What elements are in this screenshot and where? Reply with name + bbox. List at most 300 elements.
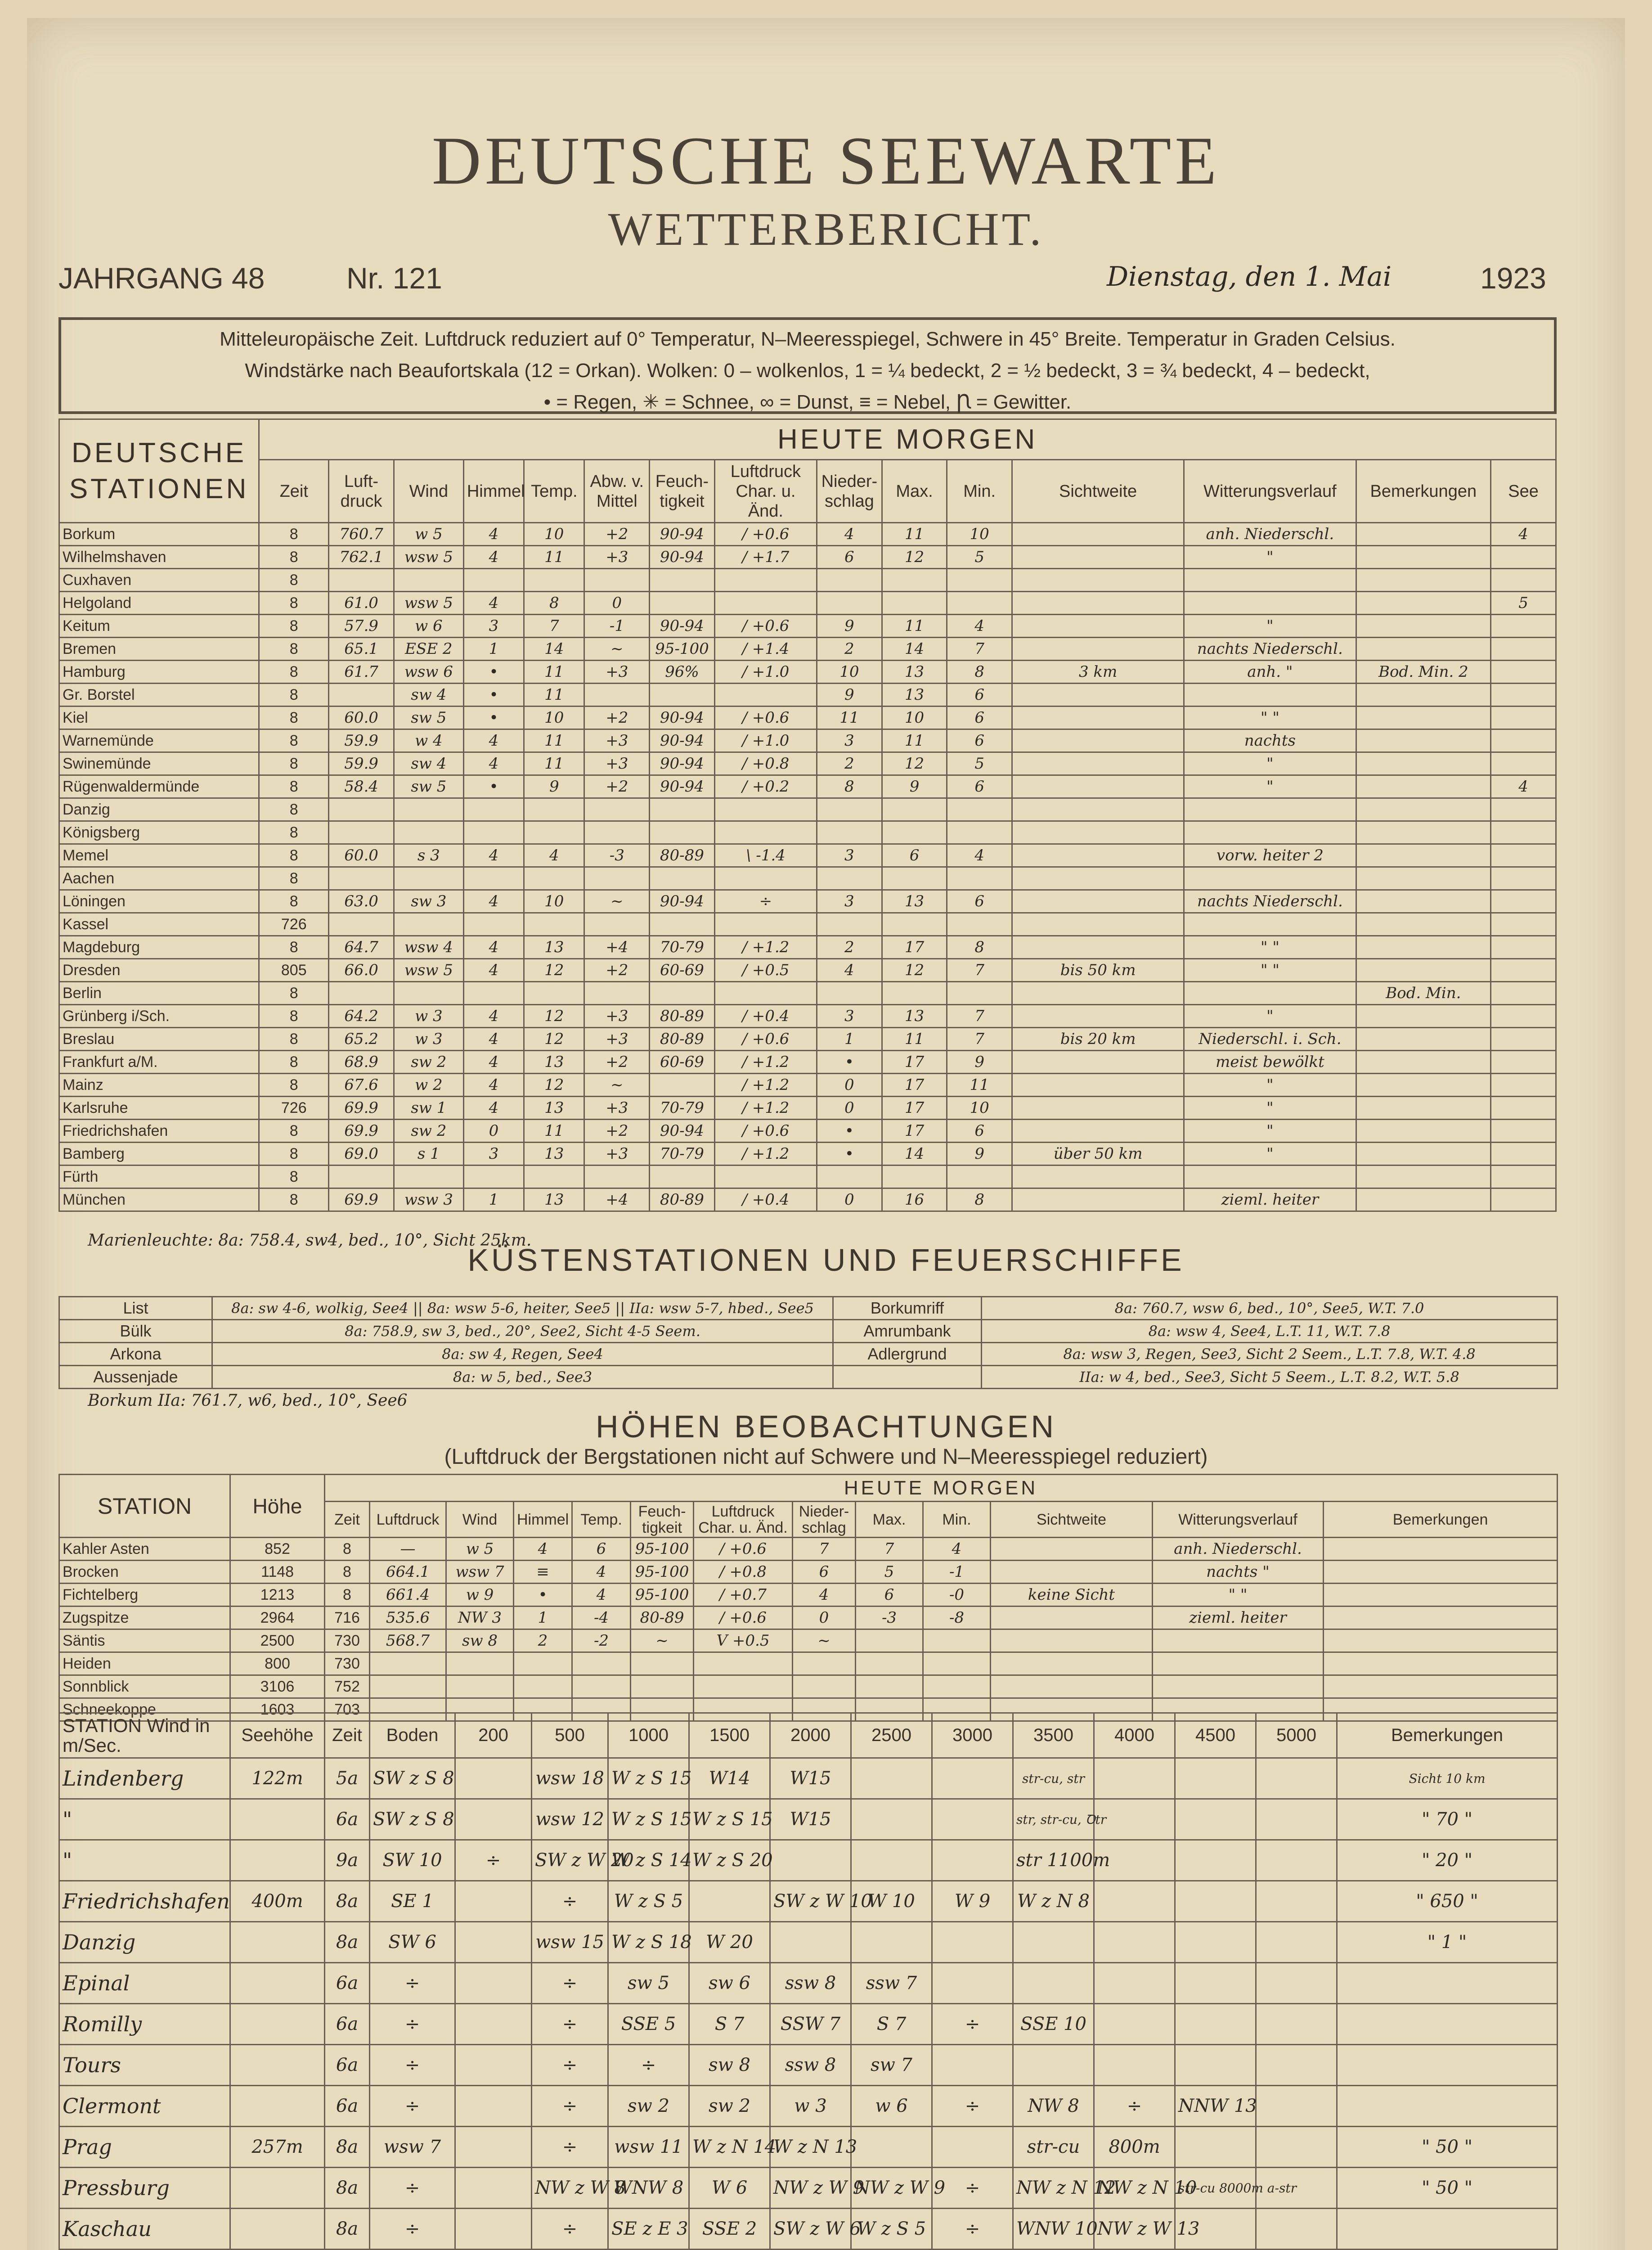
aloft-value: " 50 " — [1337, 2168, 1558, 2209]
aloft-value — [1337, 2209, 1558, 2250]
station-value: wsw 5 — [394, 546, 463, 569]
station-value — [1491, 1143, 1556, 1166]
station-value: 11 — [882, 729, 947, 752]
station-value: • — [817, 1143, 882, 1166]
mountain-value — [1324, 1584, 1558, 1606]
aloft-value: SSE 5 — [608, 2004, 689, 2045]
station-value: 0 — [817, 1097, 882, 1120]
mountain-value: -4 — [572, 1606, 631, 1629]
aloft-value: str-cu, str — [1013, 1758, 1094, 1799]
aloft-value — [1256, 1881, 1337, 1922]
station-value — [1491, 706, 1556, 729]
aloft-value: 9a — [325, 1840, 370, 1881]
aloft-value — [1175, 2045, 1256, 2086]
station-value: 10 — [947, 523, 1012, 546]
mountain-value: zieml. heiter — [1153, 1606, 1324, 1629]
column-header-abw-v-mittel: Abw. v. Mittel — [584, 460, 650, 523]
station-value: 4 — [463, 546, 524, 569]
station-value: 12 — [524, 1028, 584, 1051]
station-value: 12 — [882, 546, 947, 569]
station-value — [1184, 982, 1356, 1005]
aloft-value: W z N 13 — [770, 2127, 851, 2168]
hoehen-height-header: Höhe — [230, 1475, 325, 1538]
station-value: 90-94 — [650, 752, 715, 775]
mountain-value: 4 — [514, 1538, 572, 1561]
aloft-value: " 50 " — [1337, 2127, 1558, 2168]
station-row-hamburg — [59, 661, 1556, 684]
aloft-value: Sicht 10 km — [1337, 1758, 1558, 1799]
station-name: Kassel — [59, 913, 259, 936]
station-value — [650, 982, 715, 1005]
station-value — [1012, 569, 1184, 592]
station-value: +2 — [584, 959, 650, 982]
station-value: 11 — [524, 1120, 584, 1143]
station-value — [463, 798, 524, 821]
station-value: 4 — [463, 1005, 524, 1028]
station-row-aachen — [59, 867, 1556, 890]
aloft-value: " 1 " — [1337, 1922, 1558, 1963]
station-value — [463, 913, 524, 936]
mountain-station-name: Brocken — [59, 1561, 230, 1584]
mountain-value — [370, 1652, 446, 1675]
aloft-value — [1094, 1922, 1175, 1963]
station-value: 3 — [463, 615, 524, 638]
mountain-value: ~ — [793, 1629, 856, 1652]
aloft-value: 8a — [325, 2127, 370, 2168]
altitude-header-4500: 4500 — [1175, 1713, 1256, 1758]
station-value: 90-94 — [650, 706, 715, 729]
hoehen-column-header-feuch-tigkeit: Feuch-tigkeit — [631, 1502, 694, 1538]
aloft-value — [1256, 1799, 1337, 1840]
station-value: 8 — [259, 1120, 329, 1143]
station-value — [714, 684, 817, 706]
station-value: / +0.6 — [714, 523, 817, 546]
station-value — [1356, 706, 1491, 729]
mountain-row-heiden — [59, 1652, 1558, 1675]
station-value — [463, 982, 524, 1005]
station-row-bremen — [59, 638, 1556, 661]
station-value: 5 — [947, 546, 1012, 569]
aloft-value: NW z W 9 — [770, 2168, 851, 2209]
station-value: 70-79 — [650, 1097, 715, 1120]
aloft-value: 8a — [325, 2168, 370, 2209]
aloft-value — [455, 2045, 532, 2086]
mountain-station-name: Sonnblick — [59, 1675, 230, 1698]
aloft-value — [770, 1840, 851, 1881]
aloft-value: 6a — [325, 2045, 370, 2086]
mountain-value — [923, 1675, 991, 1698]
station-value: w 3 — [394, 1005, 463, 1028]
coast-report: 8a: sw 4-6, wolkig, See4 || 8a: wsw 5-6, heiter, See5 || IIa: wsw 5-7, hbed., See5 — [212, 1297, 833, 1320]
station-value — [714, 867, 817, 890]
station-value: +3 — [584, 661, 650, 684]
station-value — [524, 867, 584, 890]
mountain-value: 568.7 — [370, 1629, 446, 1652]
station-value: 95-100 — [650, 638, 715, 661]
station-value: 8 — [259, 982, 329, 1005]
station-value: 0 — [817, 1188, 882, 1211]
mountain-value: 716 — [325, 1606, 370, 1629]
aloft-value: sw 6 — [689, 1963, 770, 2004]
station-value: " — [1184, 1097, 1356, 1120]
aloft-value: W z S 5 — [851, 2209, 932, 2250]
station-value: 70-79 — [650, 1143, 715, 1166]
station-value: 13 — [524, 1143, 584, 1166]
station-value — [1012, 638, 1184, 661]
aloft-value: wsw 12 — [532, 1799, 608, 1840]
station-value — [1356, 821, 1491, 844]
station-value: 8 — [259, 844, 329, 867]
mountain-value — [694, 1652, 793, 1675]
station-value: 17 — [882, 1097, 947, 1120]
station-value — [714, 1166, 817, 1188]
station-value: 61.7 — [329, 661, 394, 684]
aloft-row-danzig — [59, 1922, 1558, 1963]
jahrgang-label: JAHRGANG 48 — [58, 261, 265, 295]
station-value: 14 — [882, 638, 947, 661]
station-value: 7 — [524, 615, 584, 638]
aloft-station-name: Pressburg — [59, 2168, 230, 2209]
station-value: 13 — [882, 684, 947, 706]
station-row-memel — [59, 844, 1556, 867]
station-value — [1356, 684, 1491, 706]
station-value — [947, 798, 1012, 821]
altitude-header-1000: 1000 — [608, 1713, 689, 1758]
mountain-station-name: Säntis — [59, 1629, 230, 1652]
station-value — [1491, 615, 1556, 638]
station-value: 8 — [259, 569, 329, 592]
station-value: 8 — [259, 1028, 329, 1051]
aloft-value — [1256, 2127, 1337, 2168]
aloft-value — [1256, 1922, 1337, 1963]
mountain-value: 1 — [514, 1606, 572, 1629]
station-value: 5 — [947, 752, 1012, 775]
station-value: 13 — [524, 1097, 584, 1120]
station-value — [329, 982, 394, 1005]
aloft-value — [689, 1881, 770, 1922]
coast-report: 8a: wsw 3, Regen, See3, Sicht 2 Seem., L.T. 7.8, W.T. 4.8 — [982, 1343, 1558, 1366]
station-value — [584, 821, 650, 844]
station-value: +3 — [584, 729, 650, 752]
station-value: / +0.4 — [714, 1005, 817, 1028]
station-value — [584, 1166, 650, 1188]
station-value — [1184, 1166, 1356, 1188]
station-value: " — [1184, 752, 1356, 775]
station-value — [1491, 867, 1556, 890]
aloft-value — [1094, 2045, 1175, 2086]
station-value — [817, 1166, 882, 1188]
aloft-value — [1337, 2004, 1558, 2045]
station-row-dresden — [59, 959, 1556, 982]
station-value — [1012, 615, 1184, 638]
station-value — [1356, 1166, 1491, 1188]
aloft-value — [455, 1799, 532, 1840]
station-value: 90-94 — [650, 1120, 715, 1143]
aloft-value: wsw 18 — [532, 1758, 608, 1799]
station-value: 65.2 — [329, 1028, 394, 1051]
aloft-value — [1256, 2045, 1337, 2086]
aloft-station-name: Friedrichshafen — [59, 1881, 230, 1922]
station-value: 4 — [463, 844, 524, 867]
station-name: Dresden — [59, 959, 259, 982]
aloft-value: str-cu 8000m a-str — [1175, 2168, 1256, 2209]
mountain-value: 800 — [230, 1652, 325, 1675]
station-value: 8 — [259, 706, 329, 729]
station-value: 13 — [524, 936, 584, 959]
mountain-value: -2 — [572, 1629, 631, 1652]
mountain-value — [923, 1652, 991, 1675]
mountain-row-brocken — [59, 1561, 1558, 1584]
station-value — [1491, 569, 1556, 592]
station-value: 8 — [259, 684, 329, 706]
station-value — [1491, 959, 1556, 982]
station-value: bis 20 km — [1012, 1028, 1184, 1051]
station-value: 69.9 — [329, 1188, 394, 1211]
aloft-value: SW 6 — [370, 1922, 455, 1963]
station-value — [329, 821, 394, 844]
station-value: / +1.2 — [714, 1051, 817, 1074]
station-name: Friedrichshafen — [59, 1120, 259, 1143]
station-value: 63.0 — [329, 890, 394, 913]
aloft-value: W 10 — [851, 1881, 932, 1922]
station-value: w 4 — [394, 729, 463, 752]
station-row-furth — [59, 1166, 1556, 1188]
aloft-value: ÷ — [370, 2209, 455, 2250]
aloft-value — [851, 1758, 932, 1799]
mountain-value: 2500 — [230, 1629, 325, 1652]
station-row-frankfurt-a-m — [59, 1051, 1556, 1074]
aloft-value — [932, 1840, 1013, 1881]
aloft-value: ÷ — [370, 2045, 455, 2086]
mountain-value — [446, 1675, 514, 1698]
aloft-row-blank — [59, 1799, 1558, 1840]
station-value: 7 — [947, 959, 1012, 982]
station-value — [817, 982, 882, 1005]
station-name: Mainz — [59, 1074, 259, 1097]
station-value: 12 — [882, 959, 947, 982]
mountain-value: nachts " — [1153, 1561, 1324, 1584]
station-value — [1012, 775, 1184, 798]
coast-bottom-note: Borkum IIa: 761.7, w6, bed., 10°, See6 — [88, 1391, 408, 1410]
aloft-value: w 6 — [851, 2086, 932, 2127]
station-value — [714, 569, 817, 592]
aloft-value — [1337, 2086, 1558, 2127]
station-value — [329, 1166, 394, 1188]
station-value — [394, 569, 463, 592]
aloft-value: ÷ — [932, 2086, 1013, 2127]
station-row-breslau — [59, 1028, 1556, 1051]
station-name: Hamburg — [59, 661, 259, 684]
station-value: s 1 — [394, 1143, 463, 1166]
station-value: 59.9 — [329, 729, 394, 752]
aloft-value — [1175, 1922, 1256, 1963]
station-value: 8 — [259, 592, 329, 615]
aloft-value — [1175, 1963, 1256, 2004]
station-value — [524, 913, 584, 936]
aloft-value: 6a — [325, 1963, 370, 2004]
aloft-value: ÷ — [608, 2045, 689, 2086]
station-value — [817, 867, 882, 890]
station-value: ~ — [584, 890, 650, 913]
aloft-value — [1256, 2209, 1337, 2250]
station-value: 90-94 — [650, 890, 715, 913]
hoehen-column-header-temp: Temp. — [572, 1502, 631, 1538]
station-value: 13 — [882, 1005, 947, 1028]
station-row-warnemunde — [59, 729, 1556, 752]
station-value: +3 — [584, 752, 650, 775]
station-value: 6 — [947, 775, 1012, 798]
aloft-value — [230, 2045, 325, 2086]
mountain-value: NW 3 — [446, 1606, 514, 1629]
station-value — [1012, 867, 1184, 890]
station-value: 3 — [817, 844, 882, 867]
column-header-wind: Wind — [394, 460, 463, 523]
station-value: 11 — [524, 684, 584, 706]
mountain-value: 7 — [856, 1538, 923, 1561]
mountain-value — [1324, 1538, 1558, 1561]
aloft-value — [455, 1758, 532, 1799]
coast-station-name: Aussenjade — [59, 1366, 212, 1389]
station-value: sw 2 — [394, 1120, 463, 1143]
station-value: wsw 3 — [394, 1188, 463, 1211]
station-value: 69.9 — [329, 1097, 394, 1120]
station-value: 69.0 — [329, 1143, 394, 1166]
aloft-value: S 7 — [689, 2004, 770, 2045]
station-value: 8 — [259, 1143, 329, 1166]
station-value: " " — [1184, 936, 1356, 959]
station-value — [524, 821, 584, 844]
station-value — [394, 821, 463, 844]
aloft-value: SE 1 — [370, 1881, 455, 1922]
aloft-value: ÷ — [532, 1881, 608, 1922]
station-value: 8 — [259, 936, 329, 959]
aloft-value — [1256, 1840, 1337, 1881]
station-row-karlsruhe — [59, 1097, 1556, 1120]
station-value: 6 — [947, 706, 1012, 729]
station-value: 7 — [947, 1005, 1012, 1028]
aloft-value: ÷ — [532, 2045, 608, 2086]
aloft-value — [1094, 2004, 1175, 2045]
station-value — [463, 1166, 524, 1188]
aloft-value: W z S 15 — [608, 1758, 689, 1799]
station-value: +2 — [584, 775, 650, 798]
mountain-value: 4 — [572, 1584, 631, 1606]
aloft-value: 6a — [325, 2086, 370, 2127]
aloft-value: W 9 — [932, 1881, 1013, 1922]
station-value: wsw 5 — [394, 959, 463, 982]
station-value: Niederschl. i. Sch. — [1184, 1028, 1356, 1051]
mountain-value — [991, 1629, 1153, 1652]
station-value: 9 — [817, 684, 882, 706]
aloft-value: W z S 14 — [608, 1840, 689, 1881]
station-value: 70-79 — [650, 936, 715, 959]
station-value: ~ — [584, 638, 650, 661]
station-value — [714, 798, 817, 821]
hoehen-column-header-wind: Wind — [446, 1502, 514, 1538]
mountain-value: / +0.6 — [694, 1538, 793, 1561]
aloft-row-friedrichshafen — [59, 1881, 1558, 1922]
station-name: Aachen — [59, 867, 259, 890]
station-value: 8 — [947, 661, 1012, 684]
station-value: 90-94 — [650, 523, 715, 546]
station-value — [1012, 684, 1184, 706]
station-value: 11 — [882, 615, 947, 638]
station-value: 4 — [947, 615, 1012, 638]
mountain-value: -3 — [856, 1606, 923, 1629]
station-value: w 3 — [394, 1028, 463, 1051]
station-value — [1184, 684, 1356, 706]
altitude-header-5000: 5000 — [1256, 1713, 1337, 1758]
aloft-value: W 6 — [689, 2168, 770, 2209]
station-value: +3 — [584, 1028, 650, 1051]
station-value: 0 — [817, 1074, 882, 1097]
station-value: 10 — [524, 706, 584, 729]
aloft-value: S 7 — [851, 2004, 932, 2045]
column-header-nieder-schlag: Nieder-schlag — [817, 460, 882, 523]
station-value: 66.0 — [329, 959, 394, 982]
coast-station-name: Borkumriff — [833, 1297, 982, 1320]
hoehen-column-header-himmel: Himmel — [514, 1502, 572, 1538]
aloft-row-romilly — [59, 2004, 1558, 2045]
station-value: 8 — [259, 615, 329, 638]
station-name: Gr. Borstel — [59, 684, 259, 706]
station-value — [1012, 798, 1184, 821]
station-row-rugenwaldermunde — [59, 775, 1556, 798]
station-value — [714, 913, 817, 936]
station-value — [329, 867, 394, 890]
station-value — [817, 821, 882, 844]
station-value: 80-89 — [650, 1028, 715, 1051]
station-value: 11 — [524, 546, 584, 569]
station-row-kiel — [59, 706, 1556, 729]
legend-line-3: • = Regen, ✳ = Schnee, ∞ = Dunst, ≡ = Nebel, Ꞃ = Gewitter. — [543, 391, 1072, 413]
station-value: 4 — [463, 1028, 524, 1051]
document-title: DEUTSCHE SEEWARTE — [431, 123, 1221, 198]
aloft-row-blank — [59, 1840, 1558, 1881]
stations-table — [58, 418, 1557, 1212]
station-value: 4 — [463, 936, 524, 959]
mountain-value: " " — [1153, 1584, 1324, 1606]
station-value: 90-94 — [650, 615, 715, 638]
mountain-value: ≡ — [514, 1561, 572, 1584]
station-value: sw 5 — [394, 706, 463, 729]
aloft-value: NNW 13 — [1175, 2086, 1256, 2127]
station-value — [650, 867, 715, 890]
column-header-sichtweite: Sichtweite — [1012, 460, 1184, 523]
station-value: sw 4 — [394, 684, 463, 706]
station-value: 0 — [584, 592, 650, 615]
aloft-value: ÷ — [370, 1963, 455, 2004]
station-value: / +1.0 — [714, 729, 817, 752]
station-value: 69.9 — [329, 1120, 394, 1143]
mountain-value — [1153, 1675, 1324, 1698]
station-row-munchen — [59, 1188, 1556, 1211]
station-value — [1356, 1097, 1491, 1120]
mountain-value — [446, 1652, 514, 1675]
aloft-value — [1013, 2045, 1094, 2086]
aloft-value: ssw 8 — [770, 2045, 851, 2086]
station-value: 9 — [947, 1051, 1012, 1074]
station-value: wsw 6 — [394, 661, 463, 684]
station-value — [1012, 1074, 1184, 1097]
aloft-station-name: " — [59, 1799, 230, 1840]
station-value — [1012, 592, 1184, 615]
mountain-value: 7 — [793, 1538, 856, 1561]
aloft-station-header: STATION Wind in m/Sec. — [59, 1713, 230, 1758]
mountain-value: sw 8 — [446, 1629, 514, 1652]
station-value: 1 — [463, 638, 524, 661]
station-value — [1356, 1028, 1491, 1051]
